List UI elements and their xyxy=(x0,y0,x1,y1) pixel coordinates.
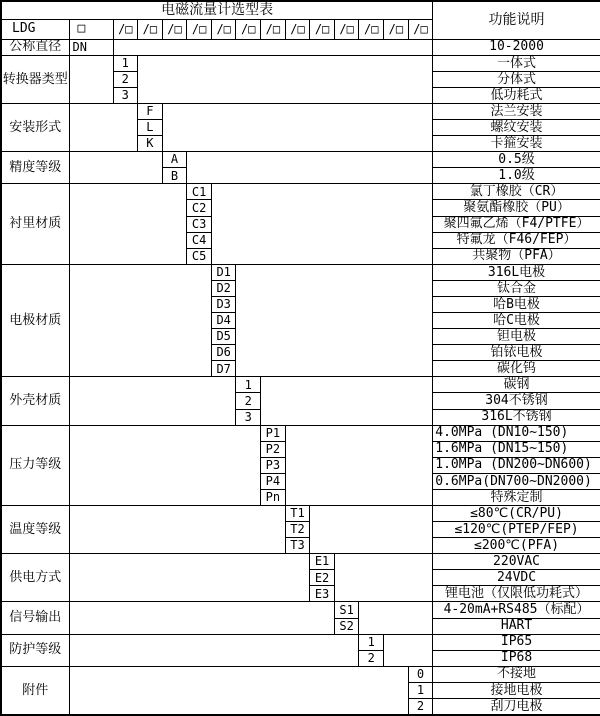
empty-cell xyxy=(310,505,433,553)
code-cell: Pn xyxy=(261,489,286,505)
category-label: 温度等级 xyxy=(1,505,69,553)
code-cell: E1 xyxy=(310,554,335,570)
description-cell: 4-20mA+RS485（标配） xyxy=(433,602,600,618)
description-cell: 钛合金 xyxy=(433,280,600,296)
table-row xyxy=(1,666,600,682)
empty-cell xyxy=(162,104,433,152)
description-cell: 220VAC xyxy=(433,554,600,570)
model-slot: /□ xyxy=(310,19,335,39)
model-slot: /□ xyxy=(359,19,384,39)
description-cell: 铂铱电极 xyxy=(433,345,600,361)
code-cell: 2 xyxy=(408,698,433,715)
category-label: 电极材质 xyxy=(1,264,69,377)
description-cell: 1.0级 xyxy=(433,168,600,184)
header-row xyxy=(1,1,600,19)
description-cell: 特殊定制 xyxy=(433,489,600,505)
description-cell: 哈C电极 xyxy=(433,313,600,329)
category-label: 衬里材质 xyxy=(1,184,69,264)
category-label: 防护等级 xyxy=(1,634,69,666)
description-cell: HART xyxy=(433,618,600,634)
function-column-header: 功能说明 xyxy=(433,1,600,39)
description-cell: 氯丁橡胶（CR） xyxy=(433,184,600,200)
code-cell: D1 xyxy=(211,264,236,280)
description-cell: 304不锈钢 xyxy=(433,393,600,409)
code-cell: C1 xyxy=(187,184,212,200)
code-cell: 0 xyxy=(408,666,433,682)
table-row xyxy=(1,264,600,280)
category-label: 转换器类型 xyxy=(1,55,69,103)
empty-cell xyxy=(211,184,432,264)
code-cell: L xyxy=(138,120,163,136)
code-cell: 3 xyxy=(236,409,261,425)
empty-cell xyxy=(69,377,236,425)
table-row xyxy=(1,39,600,55)
category-label: 精度等级 xyxy=(1,152,69,184)
empty-cell xyxy=(69,425,261,505)
code-cell: C4 xyxy=(187,232,212,248)
description-cell: 锂电池（仅限低功耗式） xyxy=(433,586,600,602)
description-cell: 哈B电极 xyxy=(433,296,600,312)
category-label: 公称直径 xyxy=(1,39,69,55)
category-label: 供电方式 xyxy=(1,554,69,602)
code-cell: 3 xyxy=(113,87,138,103)
model-first-slot: □ xyxy=(69,19,113,39)
empty-cell xyxy=(285,425,433,505)
model-slot: /□ xyxy=(261,19,286,39)
description-cell: 低功耗式 xyxy=(433,87,600,103)
empty-cell xyxy=(69,55,113,103)
code-cell: C3 xyxy=(187,216,212,232)
empty-cell xyxy=(69,554,310,602)
code-cell: 2 xyxy=(113,71,138,87)
description-cell: IP68 xyxy=(433,650,600,666)
code-cell: S2 xyxy=(334,618,359,634)
table-title: 电磁流量计选型表 xyxy=(1,1,433,19)
description-cell: 4.0MPa (DN10~150) xyxy=(433,425,600,441)
description-cell: ≤120℃(PTEP/FEP) xyxy=(433,522,600,538)
code-cell: T3 xyxy=(285,538,310,554)
model-prefix: LDG xyxy=(1,19,69,39)
description-cell: 卡箍安装 xyxy=(433,136,600,152)
description-cell: 分体式 xyxy=(433,71,600,87)
description-cell: 接地电极 xyxy=(433,682,600,698)
code-cell: T1 xyxy=(285,505,310,521)
table-row xyxy=(1,554,600,570)
model-slot: /□ xyxy=(236,19,261,39)
table-row xyxy=(1,425,600,441)
table-row xyxy=(1,152,600,168)
code-cell: D3 xyxy=(211,296,236,312)
category-label: 安装形式 xyxy=(1,104,69,152)
empty-cell xyxy=(69,152,162,184)
code-cell: S1 xyxy=(334,602,359,618)
description-cell: 不接地 xyxy=(433,666,600,682)
code-cell: D6 xyxy=(211,345,236,361)
model-slot: /□ xyxy=(162,19,187,39)
empty-cell xyxy=(236,264,433,377)
description-cell: 刮刀电极 xyxy=(433,698,600,715)
description-cell: 聚氨酯橡胶（PU） xyxy=(433,200,600,216)
code-cell: P4 xyxy=(261,473,286,489)
code-cell: 1 xyxy=(113,55,138,71)
code-cell: P3 xyxy=(261,457,286,473)
code-cell: 1 xyxy=(236,377,261,393)
description-cell: 1.0MPa (DN200~DN600) xyxy=(433,457,600,473)
code-cell: K xyxy=(138,136,163,152)
category-label: 附件 xyxy=(1,666,69,715)
empty-cell xyxy=(261,377,433,425)
description-cell: 聚四氟乙烯（F4/PTFE） xyxy=(433,216,600,232)
empty-cell xyxy=(69,184,187,264)
empty-cell xyxy=(187,152,433,184)
description-cell: 0.5级 xyxy=(433,152,600,168)
table-row xyxy=(1,55,600,71)
empty-cell xyxy=(359,602,433,634)
code-cell: 2 xyxy=(236,393,261,409)
code-cell: 1 xyxy=(408,682,433,698)
category-label: 信号输出 xyxy=(1,602,69,634)
description-cell: 316L不锈钢 xyxy=(433,409,600,425)
description-cell: 0.6MPa(DN700~DN2000) xyxy=(433,473,600,489)
empty-cell xyxy=(113,39,433,55)
description-cell: 法兰安装 xyxy=(433,104,600,120)
model-slot: /□ xyxy=(384,19,409,39)
empty-cell xyxy=(69,602,334,634)
description-cell: ≤200℃(PFA) xyxy=(433,538,600,554)
table-row xyxy=(1,505,600,521)
description-cell: 共聚物（PFA） xyxy=(433,248,600,264)
code-cell: 2 xyxy=(359,650,384,666)
code-cell: D4 xyxy=(211,313,236,329)
description-cell: 316L电极 xyxy=(433,264,600,280)
description-cell: 钽电极 xyxy=(433,329,600,345)
code-cell: B xyxy=(162,168,187,184)
description-cell: 1.6MPa (DN15~150) xyxy=(433,441,600,457)
empty-cell xyxy=(69,505,285,553)
table-row xyxy=(1,184,600,200)
code-cell: E3 xyxy=(310,586,335,602)
table-row xyxy=(1,602,600,618)
code-cell: C5 xyxy=(187,248,212,264)
empty-cell xyxy=(138,55,433,103)
model-slot: /□ xyxy=(187,19,212,39)
empty-cell xyxy=(334,554,432,602)
description-cell: ≤80℃(CR/PU) xyxy=(433,505,600,521)
model-slot: /□ xyxy=(285,19,310,39)
code-cell: DN xyxy=(69,39,113,55)
code-cell: 1 xyxy=(359,634,384,650)
description-cell: 碳化钨 xyxy=(433,361,600,377)
description-cell: 螺纹安装 xyxy=(433,120,600,136)
description-cell: 一体式 xyxy=(433,55,600,71)
description-cell: 24VDC xyxy=(433,570,600,586)
empty-cell xyxy=(69,634,359,666)
code-cell: D5 xyxy=(211,329,236,345)
table-row xyxy=(1,377,600,393)
code-cell: F xyxy=(138,104,163,120)
description-cell: 特氟龙（F46/FEP） xyxy=(433,232,600,248)
empty-cell xyxy=(69,666,408,715)
code-cell: C2 xyxy=(187,200,212,216)
code-cell: P2 xyxy=(261,441,286,457)
model-slot: /□ xyxy=(211,19,236,39)
code-cell: E2 xyxy=(310,570,335,586)
code-cell: P1 xyxy=(261,425,286,441)
model-slot: /□ xyxy=(138,19,163,39)
category-label: 压力等级 xyxy=(1,425,69,505)
code-cell: T2 xyxy=(285,522,310,538)
table-row xyxy=(1,634,600,650)
code-cell: D2 xyxy=(211,280,236,296)
empty-cell xyxy=(69,264,211,377)
description-cell: 10-2000 xyxy=(433,39,600,55)
model-slot: /□ xyxy=(113,19,138,39)
model-slot: /□ xyxy=(334,19,359,39)
description-cell: 碳钢 xyxy=(433,377,600,393)
empty-cell xyxy=(384,634,433,666)
code-cell: A xyxy=(162,152,187,168)
code-cell: D7 xyxy=(211,361,236,377)
table-row xyxy=(1,104,600,120)
category-label: 外壳材质 xyxy=(1,377,69,425)
model-slot: /□ xyxy=(408,19,433,39)
description-cell: IP65 xyxy=(433,634,600,650)
empty-cell xyxy=(69,104,138,152)
